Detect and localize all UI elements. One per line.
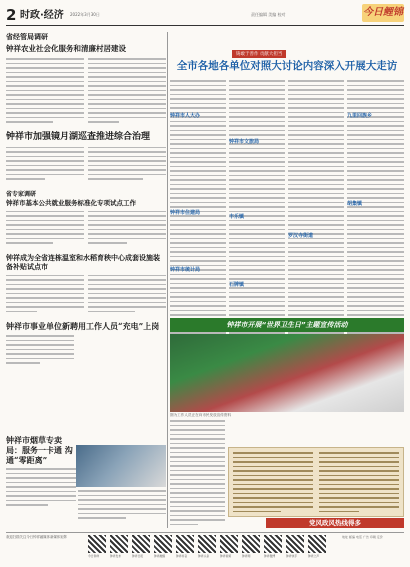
- subhead-6: 石牌镇: [229, 282, 245, 288]
- article-4-body-a: [6, 275, 84, 316]
- subhead-7: 九里回族乡: [347, 113, 373, 119]
- qr-code-icon[interactable]: [220, 535, 238, 553]
- main-story-col-4: [347, 80, 404, 350]
- subhead-5: 丰乐镇: [229, 214, 245, 220]
- main-story-col-3: [288, 80, 344, 350]
- article-6-photo: [76, 445, 166, 487]
- qr-label: 钟祥头条: [198, 554, 210, 558]
- qr-label: 钟祥融媒: [154, 554, 166, 558]
- article-1-body-a: [6, 58, 84, 126]
- qr-code-icon[interactable]: [264, 535, 282, 553]
- qr-label: 钟祥微博: [264, 554, 276, 558]
- article-3-kicker: 省专家调研: [6, 190, 37, 198]
- article-5-headline: 钟祥市事业单位新聘用工作人员“充电”上岗: [6, 321, 160, 331]
- main-story-headline: 全市各地各单位对照大讨论内容深入开展大走访: [176, 60, 398, 72]
- photo-caption: 图为工作人员正在向市民发放宣传资料: [170, 413, 232, 417]
- health-day-photo: [170, 334, 404, 412]
- qr-label: 钟祥抖音: [176, 554, 188, 558]
- qr-labels: [88, 554, 338, 558]
- section-title: 时政·经济: [20, 10, 64, 21]
- article-1-headline: 钟祥农业社会化服务和清廉村居建设: [6, 44, 126, 53]
- issue-date: 2022年3月30日: [70, 12, 100, 17]
- subhead-2: 钟祥市住建局: [170, 210, 201, 216]
- article-2-body-b: [88, 147, 166, 183]
- subhead-3: 钟祥市统计局: [170, 267, 201, 273]
- newspaper-logo: 今日鲤锦: [362, 4, 404, 22]
- qr-code-row: [88, 535, 338, 553]
- subhead-4: 钟祥市文旅局: [229, 139, 260, 145]
- article-6: [6, 435, 76, 509]
- qr-label: 钟祥之声: [308, 554, 320, 558]
- qr-code-icon[interactable]: [176, 535, 194, 553]
- article-6-side-text: [78, 490, 166, 522]
- article-6-headline: 钟祥市烟草专卖局：服务一卡通 沟通“零距离”: [6, 435, 73, 465]
- qr-code-icon[interactable]: [242, 535, 260, 553]
- page-number: 2: [6, 6, 17, 24]
- advert-ribbon: 党风政风热线得多: [266, 518, 404, 528]
- article-4-headline: 钟祥成为全省连栋温室和水稻育秧中心成套设施装备补贴试点市: [6, 252, 160, 271]
- article-2-body-a: [6, 147, 84, 183]
- subhead-9: 罗汉寺街道: [288, 233, 314, 239]
- subhead-1: 钟祥市人大办: [170, 113, 201, 119]
- subhead-8: 胡集镇: [347, 201, 363, 207]
- footer: [6, 532, 404, 560]
- article-3-body-a: [6, 211, 84, 247]
- qr-code-icon[interactable]: [132, 535, 150, 553]
- article-3-body-b: [88, 211, 166, 247]
- masthead: [6, 6, 404, 26]
- qr-code-icon[interactable]: [154, 535, 172, 553]
- article-5-body: [6, 335, 74, 364]
- article-2-headline: 钟祥市加强镜月湖巡查推进综合治理: [6, 131, 151, 142]
- qr-label: 钟祥发布: [110, 554, 122, 558]
- qr-code-icon[interactable]: [88, 535, 106, 553]
- article-1-kicker: 省经管局调研: [6, 32, 48, 41]
- qr-label: 钟祥快手: [286, 554, 298, 558]
- qr-label: 钟祥视频: [220, 554, 232, 558]
- footer-publisher-info: 地址 邮编 电话 广告 印刷 定价: [342, 535, 383, 539]
- left-column: [6, 32, 166, 367]
- column-divider: [167, 32, 168, 528]
- article-1: [6, 32, 166, 126]
- qr-code-icon[interactable]: [198, 535, 216, 553]
- article-4-body-b: [88, 275, 166, 316]
- main-story-tag: 铸敢于善作 贡献大担当: [232, 50, 286, 58]
- article-3-headline: 钟祥市基本公共就业服务标准化专项试点工作: [6, 198, 136, 207]
- qr-code-icon[interactable]: [286, 535, 304, 553]
- qr-label: 今日钟祥: [88, 554, 100, 558]
- editor-credits: 责任编辑 美编 校对: [251, 12, 286, 17]
- footer-label: 欢迎扫描关注今日钟祥融媒体新媒体矩阵: [6, 535, 68, 539]
- qr-label: 钟祥日报: [132, 554, 144, 558]
- health-day-banner: 钟祥市开展“世界卫生日”主题宣传活动: [170, 318, 404, 332]
- article-1-body-b: [88, 58, 166, 126]
- lower-middle-text: [170, 420, 225, 528]
- qr-code-icon[interactable]: [308, 535, 326, 553]
- qr-label: 钟祥网: [242, 554, 251, 558]
- qr-code-icon[interactable]: [110, 535, 128, 553]
- advert-box: [228, 447, 404, 517]
